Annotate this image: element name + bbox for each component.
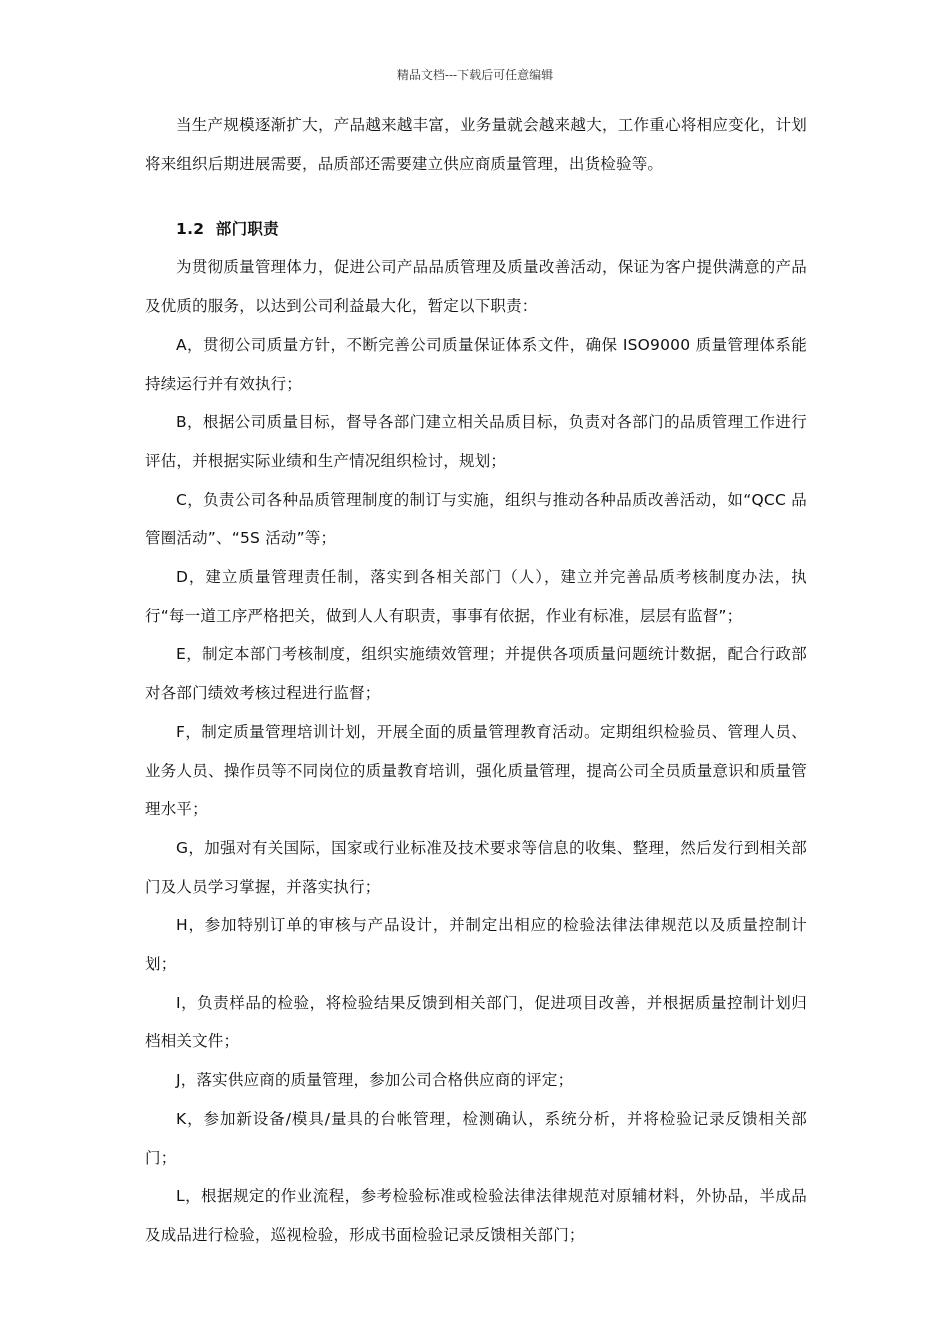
duty-item-g: G，加强对有关国际，国家或行业标准及技术要求等信息的收集、整理，然后发行到相关部门及人员学习掌握，并落实执行；: [145, 838, 807, 896]
section-title: 部门职责: [215, 220, 279, 239]
page-header: 精品文档---下载后可任意编辑: [396, 68, 554, 82]
duty-item-f: F，制定质量管理培训计划，开展全面的质量管理教育活动。定期组织检验员、管理人员、业务人员、操作员等不同岗位的质量教育培训，强化质量管理，提高公司全员质量意识和质量管理水平；: [145, 722, 807, 819]
intro-paragraph: 当生产规模逐渐扩大，产品越来越丰富，业务量就会越来越大，工作重心将相应变化，计划将来组织后期进展需要，品质部还需要建立供应商质量管理，出货检验等。: [145, 116, 807, 173]
duty-item-j: J，落实供应商的质量管理，参加公司合格供应商的评定；: [176, 1071, 574, 1090]
duty-item-h: H，参加特别订单的审核与产品设计，并制定出相应的检验法律法律规范以及质量控制计划；: [145, 916, 807, 974]
section-number: 1.2: [176, 220, 205, 239]
duty-item-l: L，根据规定的作业流程，参考检验标准或检验法律法律规范对原辅材料，外协品，半成品及成品进行检验，巡视检验，形成书面检验记录反馈相关部门；: [145, 1187, 807, 1244]
lead-paragraph: 为贯彻质量管理体力，促进公司产品品质管理及质量改善活动，保证为客户提供满意的产品及优质的服务，以达到公司利益最大化，暂定以下职责：: [145, 258, 807, 316]
duty-item-i: I，负责样品的检验，将检验结果反馈到相关部门，促进项目改善，并根据质量控制计划归档相关文件；: [145, 993, 807, 1051]
document-body: [145, 106, 807, 1255]
duty-item-b: B，根据公司质量目标，督导各部门建立相关品质目标，负责对各部门的品质管理工作进行评估，并根据实际业绩和生产情况组织检讨，规划；: [145, 413, 807, 470]
duty-item-d: D，建立质量管理责任制，落实到各相关部门（人），建立并完善品质考核制度办法，执行“每一道工序严格把关，做到人人有职责，事事有依据，作业有标准，层层有监督”；: [145, 568, 807, 625]
duty-item-a: A，贯彻公司质量方针，不断完善公司质量保证体系文件，确保 ISO9000 质量管理体系能持续运行并有效执行；: [145, 335, 807, 393]
section-heading: [145, 210, 807, 248]
duty-item-k: K，参加新设备/模具/量具的台帐管理，检测确认，系统分析，并将检验记录反馈相关部门；: [145, 1109, 807, 1167]
duty-item-e: E，制定本部门考核制度，组织实施绩效管理；并提供各项质量问题统计数据，配合行政部对各部门绩效考核过程进行监督；: [145, 645, 807, 703]
duty-item-c: C，负责公司各种品质管理制度的制订与实施，组织与推动各种品质改善活动，如“QCC 品管圈活动”、“5S 活动”等；: [145, 490, 807, 548]
